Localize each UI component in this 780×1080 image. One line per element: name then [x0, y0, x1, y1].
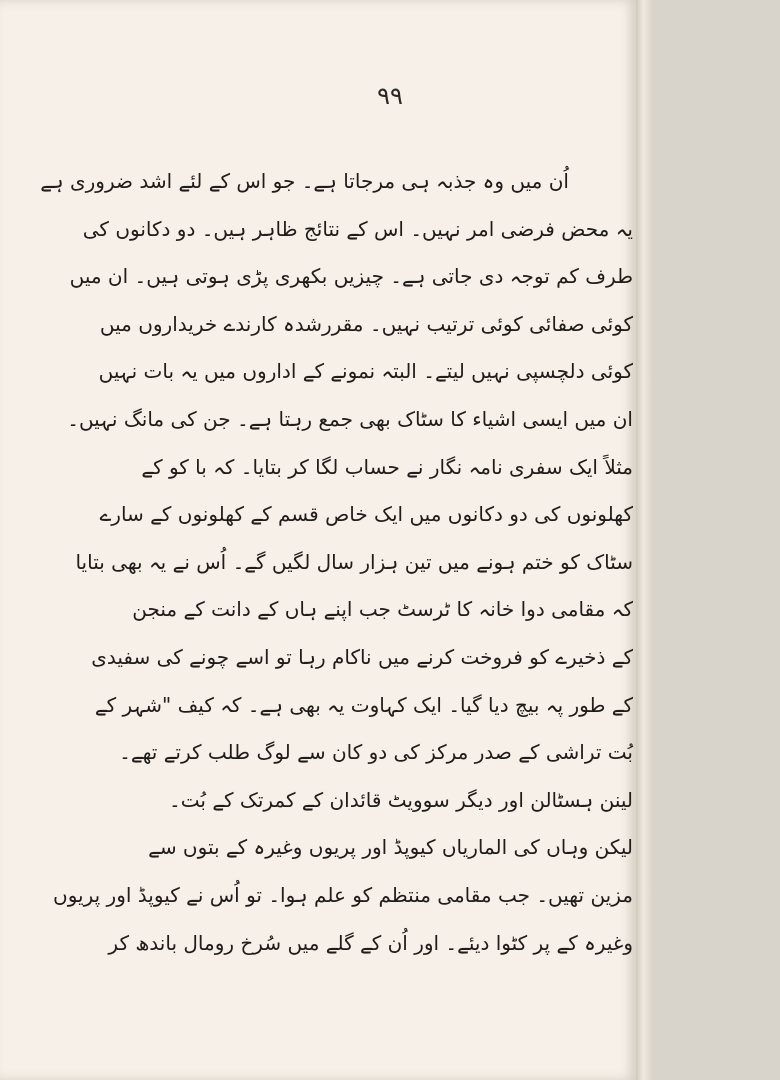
text-line: مثلاً ایک سفری نامہ نگار نے حساب لگا کر بتایا۔ کہ با کو کے: [141, 454, 633, 479]
page-number: ۹۹: [377, 82, 403, 110]
text-line: کے طور پہ بیچ دیا گیا۔ ایک کہاوت یہ بھی ہے۔ کہ کیف "شہر کے: [94, 692, 633, 717]
page-edge: [636, 0, 654, 1080]
text-line: کے ذخیرے کو فروخت کرنے میں ناکام رہا تو اسے چونے کی سفیدی: [91, 644, 633, 669]
text-line: ان میں ایسی اشیاء کا سٹاک بھی جمع رہتا ہے۔ جن کی مانگ نہیں۔: [67, 406, 633, 431]
text-line: کوئی دلچسپی نہیں لیتے۔ البتہ نمونے کے اداروں میں یہ بات نہیں: [98, 359, 633, 384]
text-line: لینن ہسٹالن اور دیگر سوویٹ قائدان کے کمرتک کے بُت۔: [169, 787, 633, 812]
body-text: [40, 158, 633, 967]
text-line: مزین تھیں۔ جب مقامی منتظم کو علم ہوا۔ تو اُس نے کیوپڈ اور پریوں: [53, 882, 633, 907]
text-line: یہ محض فرضی امر نہیں۔ اس کے نتائج ظاہر ہیں۔ دو دکانوں کی: [82, 216, 633, 241]
text-line: کہ مقامی دوا خانہ کا ٹرسٹ جب اپنے ہاں کے دانت کے منجن: [132, 597, 633, 622]
text-line: وغیرہ کے پر کٹوا دیئے۔ اور اُن کے گلے میں سُرخ رومال باندھ کر: [108, 930, 633, 955]
text-line: اُن میں وہ جذبہ ہی مرجاتا ہے۔ جو اس کے لئے اشد ضروری ہے: [40, 169, 569, 193]
text-line: سٹاک کو ختم ہونے میں تین ہزار سال لگیں گے۔ اُس نے یہ بھی بتایا: [75, 549, 633, 574]
text-line: کھلونوں کی دو دکانوں میں ایک خاص قسم کے کھلونوں کے سارے: [99, 502, 633, 527]
text-line: کوئی صفائی کوئی ترتیب نہیں۔ مقررشدہ کارندے خریداروں میں: [99, 311, 633, 336]
text-line: طرف کم توجہ دی جاتی ہے۔ چیزیں بکھری پڑی ہوتی ہیں۔ ان میں: [69, 264, 633, 289]
text-line: لیکن وہاں کی الماریاں کیوپڈ اور پریوں وغیرہ کے بتوں سے: [148, 835, 633, 860]
text-line: بُت تراشی کے صدر مرکز کی دو کان سے لوگ طلب کرتے تھے۔: [119, 740, 633, 765]
